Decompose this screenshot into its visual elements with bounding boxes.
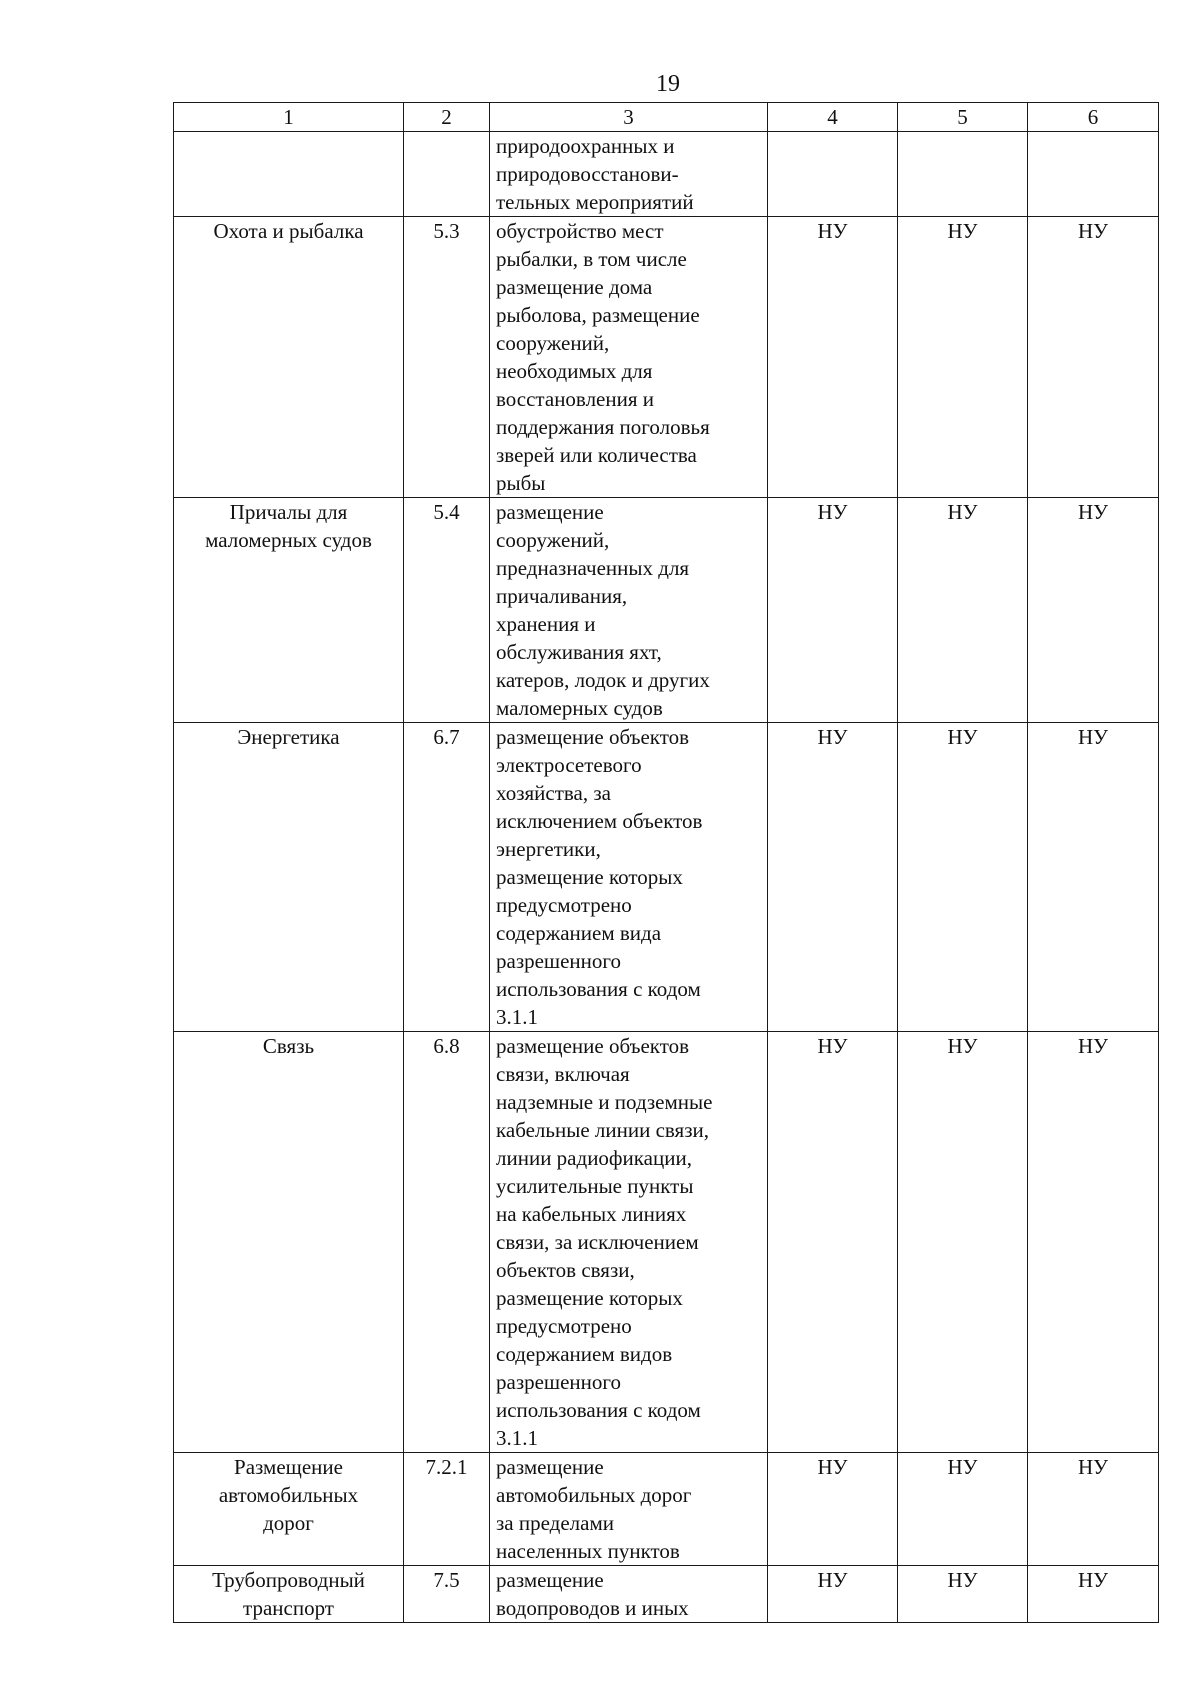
table-row: [174, 1566, 1159, 1623]
land-use-code-cell-line: 5.4: [433, 500, 460, 524]
table-row: [174, 1453, 1159, 1566]
land-use-description-cell-line: обустройство мест: [496, 219, 664, 243]
land-use-description-cell-line: размещение объектов: [496, 725, 690, 749]
param-cell-5: НУ: [898, 723, 1028, 1032]
land-use-description-cell-line: автомобильных дорог: [496, 1483, 692, 1507]
land-use-description-cell-line: электросетевого: [496, 753, 642, 777]
land-use-description-cell-line: надземные и подземные: [496, 1090, 713, 1114]
land-use-description-cell-line: 3.1.1: [496, 1426, 538, 1450]
land-use-description-cell-line: линии радиофикации,: [496, 1146, 692, 1170]
land-use-description-cell-line: 3.1.1: [496, 1005, 538, 1029]
land-use-name-cell-line: автомобильных: [218, 1483, 359, 1507]
land-use-description-cell: [490, 1566, 768, 1623]
column-header-6: 6: [1028, 103, 1159, 132]
param-cell-6: [1028, 132, 1159, 217]
land-use-code-cell: [404, 1453, 490, 1566]
land-use-code-cell-line: 5.3: [433, 219, 460, 243]
land-use-description-cell: [490, 217, 768, 498]
header-row: [174, 103, 1159, 132]
land-use-name-cell: [174, 1453, 404, 1566]
table-row: [174, 1032, 1159, 1453]
land-use-description-cell-line: сооружений,: [496, 528, 610, 552]
table-row: [174, 723, 1159, 1032]
land-use-description-cell-line: природоохранных и: [496, 134, 675, 158]
land-use-description-cell-line: предусмотрено: [496, 893, 632, 917]
land-use-name-cell-line: Трубопроводный: [212, 1568, 365, 1592]
land-use-code-cell: [404, 217, 490, 498]
table-row: [174, 217, 1159, 498]
land-use-description-cell-line: размещение дома: [496, 275, 653, 299]
land-use-code-cell: [404, 498, 490, 723]
land-use-name-cell: [174, 1566, 404, 1623]
column-header-4: 4: [768, 103, 898, 132]
land-use-code-cell-line: 7.2.1: [425, 1455, 468, 1479]
param-cell-5: НУ: [898, 1032, 1028, 1453]
param-cell-4: НУ: [768, 1566, 898, 1623]
land-use-description-cell: [490, 498, 768, 723]
table-row: [174, 498, 1159, 723]
land-use-description-cell-line: связи, за исключением: [496, 1230, 699, 1254]
land-use-description-cell: [490, 132, 768, 217]
land-use-description-cell-line: хозяйства, за: [496, 781, 611, 805]
land-use-description-cell-line: кабельные линии связи,: [496, 1118, 709, 1142]
land-use-description-cell-line: размещение которых: [496, 1286, 683, 1310]
param-cell-5: НУ: [898, 217, 1028, 498]
param-cell-4: [768, 132, 898, 217]
column-header-5: 5: [898, 103, 1028, 132]
land-use-description-cell-line: усилительные пункты: [496, 1174, 694, 1198]
land-use-description-cell-line: размещение которых: [496, 865, 683, 889]
land-use-description-cell-line: предназначенных для: [496, 556, 690, 580]
land-use-name-cell-line: Причалы для: [229, 500, 348, 524]
land-use-description-cell-line: хранения и: [496, 612, 596, 636]
land-use-code-cell: [404, 1566, 490, 1623]
land-use-name-cell-line: Энергетика: [237, 725, 340, 749]
land-use-name-cell: [174, 498, 404, 723]
param-cell-4: НУ: [768, 723, 898, 1032]
param-cell-6: НУ: [1028, 217, 1159, 498]
land-use-description-cell-line: зверей или количества: [496, 443, 697, 467]
land-use-description-cell-line: поддержания поголовья: [496, 415, 710, 439]
land-use-code-cell: [404, 1032, 490, 1453]
land-use-description-cell-line: маломерных судов: [496, 696, 663, 720]
land-use-description-cell-line: восстановления и: [496, 387, 654, 411]
land-use-description-cell-line: водопроводов и иных: [496, 1596, 689, 1620]
land-use-description-cell-line: использования с кодом: [496, 1398, 701, 1422]
regulations-table: [173, 102, 1159, 1623]
param-cell-5: НУ: [898, 1566, 1028, 1623]
param-cell-5: [898, 132, 1028, 217]
land-use-name-cell: [174, 1032, 404, 1453]
land-use-description-cell: [490, 1032, 768, 1453]
land-use-description-cell-line: населенных пунктов: [496, 1539, 680, 1563]
page-number: 19: [656, 71, 680, 97]
land-use-name-cell: [174, 217, 404, 498]
land-use-description-cell-line: рыбалки, в том числе: [496, 247, 687, 271]
param-cell-4: НУ: [768, 1453, 898, 1566]
land-use-description-cell-line: сооружений,: [496, 331, 610, 355]
land-use-code-cell: [404, 723, 490, 1032]
param-cell-5: НУ: [898, 498, 1028, 723]
land-use-description-cell-line: предусмотрено: [496, 1314, 632, 1338]
land-use-description-cell-line: энергетики,: [496, 837, 601, 861]
param-cell-6: НУ: [1028, 498, 1159, 723]
land-use-name-cell-line: Охота и рыбалка: [213, 219, 364, 243]
land-use-description-cell-line: разрешенного: [496, 1370, 621, 1394]
land-use-name-cell: [174, 723, 404, 1032]
land-use-description-cell-line: рыбы: [496, 471, 546, 495]
land-use-description-cell-line: содержанием вида: [496, 921, 662, 945]
land-use-code-cell-line: 7.5: [433, 1568, 460, 1592]
table-body: [174, 132, 1159, 1623]
param-cell-4: НУ: [768, 217, 898, 498]
land-use-description-cell: [490, 1453, 768, 1566]
param-cell-5: НУ: [898, 1453, 1028, 1566]
land-use-description-cell: [490, 723, 768, 1032]
column-header-3: 3: [490, 103, 768, 132]
param-cell-4: НУ: [768, 1032, 898, 1453]
param-cell-6: НУ: [1028, 1453, 1159, 1566]
land-use-description-cell-line: содержанием видов: [496, 1342, 673, 1366]
land-use-code-cell: [404, 132, 490, 217]
land-use-name-cell: [174, 132, 404, 217]
column-header-1: 1: [174, 103, 404, 132]
land-use-description-cell-line: за пределами: [496, 1511, 614, 1535]
table-row: [174, 132, 1159, 217]
land-use-description-cell-line: рыболова, размещение: [496, 303, 700, 327]
land-use-code-cell-line: 6.7: [433, 725, 460, 749]
land-use-name-cell-line: транспорт: [243, 1596, 334, 1620]
land-use-description-cell-line: природовосстанови-: [496, 162, 679, 186]
land-use-description-cell-line: размещение: [496, 1455, 604, 1479]
param-cell-4: НУ: [768, 498, 898, 723]
land-use-description-cell-line: причаливания,: [496, 584, 628, 608]
land-use-description-cell-line: катеров, лодок и других: [496, 668, 710, 692]
land-use-name-cell-line: Связь: [262, 1034, 315, 1058]
land-use-code-cell-line: 6.8: [433, 1034, 460, 1058]
param-cell-6: НУ: [1028, 723, 1159, 1032]
param-cell-6: НУ: [1028, 1032, 1159, 1453]
land-use-description-cell-line: использования с кодом: [496, 977, 701, 1001]
param-cell-6: НУ: [1028, 1566, 1159, 1623]
land-use-name-cell-line: Размещение: [234, 1455, 343, 1479]
column-header-2: 2: [404, 103, 490, 132]
land-use-description-cell-line: необходимых для: [496, 359, 653, 383]
land-use-description-cell-line: связи, включая: [496, 1062, 630, 1086]
land-use-name-cell-line: дорог: [263, 1511, 314, 1535]
land-use-description-cell-line: на кабельных линиях: [496, 1202, 687, 1226]
land-use-description-cell-line: размещение объектов: [496, 1034, 690, 1058]
land-use-description-cell-line: обслуживания яхт,: [496, 640, 662, 664]
land-use-name-cell-line: маломерных судов: [205, 528, 372, 552]
land-use-description-cell-line: размещение: [496, 1568, 604, 1592]
land-use-description-cell-line: исключением объектов: [496, 809, 703, 833]
land-use-description-cell-line: разрешенного: [496, 949, 621, 973]
land-use-description-cell-line: тельных мероприятий: [496, 190, 694, 214]
land-use-description-cell-line: размещение: [496, 500, 604, 524]
land-use-description-cell-line: объектов связи,: [496, 1258, 635, 1282]
